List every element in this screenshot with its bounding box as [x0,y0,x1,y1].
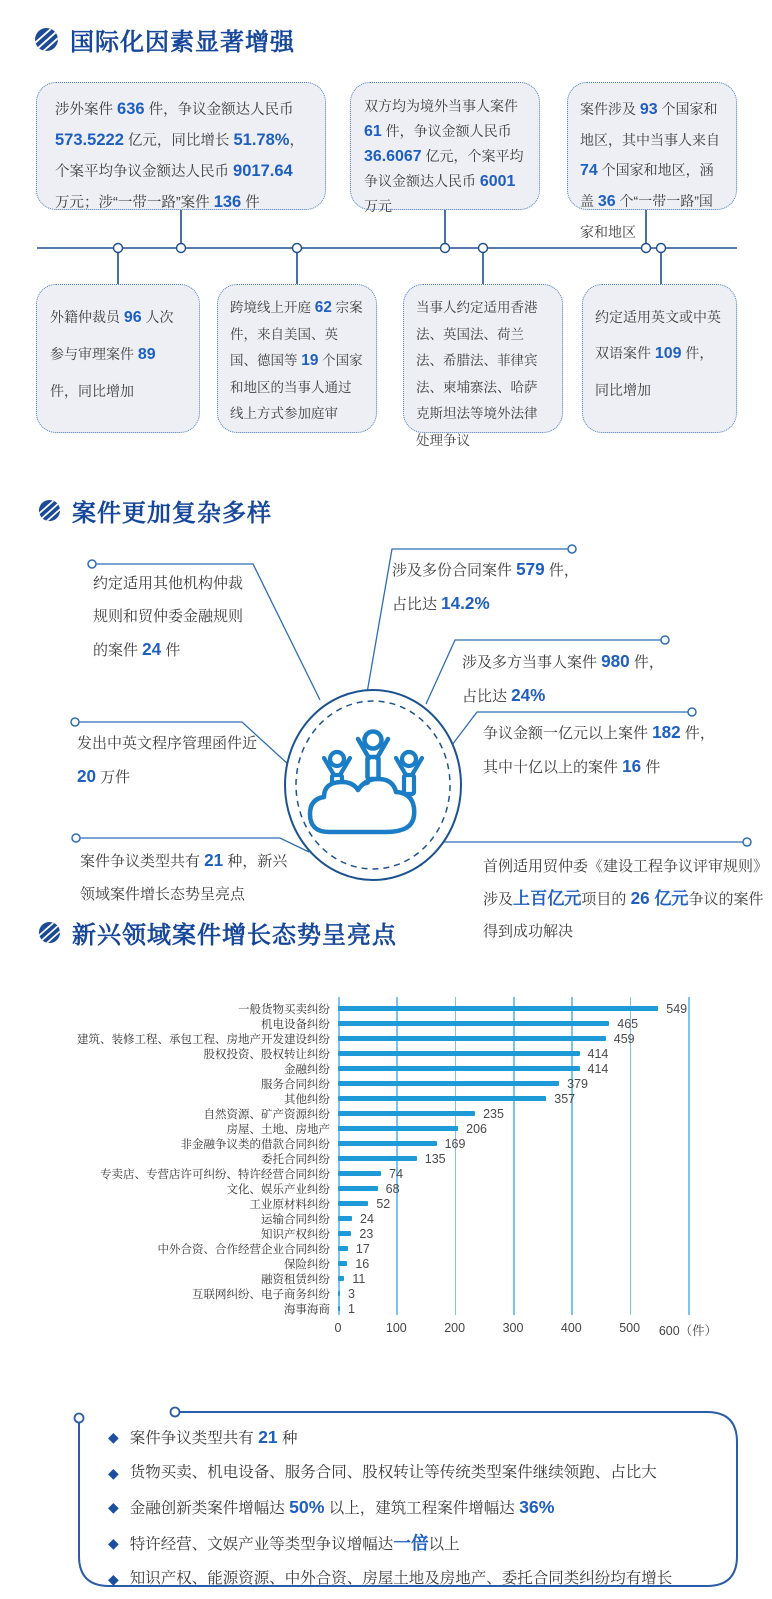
bar-value: 206 [466,1121,488,1136]
callout-procedure-letters: 发出中英文程序管理函件近 20 万件 [77,735,258,786]
bar [338,1216,352,1221]
summary-bullet [108,1532,720,1556]
x-axis-tick: 500 [619,1321,641,1335]
bar-value: 135 [424,1151,446,1166]
bar-row [0,1016,772,1031]
bar-value: 459 [613,1031,635,1046]
bar [338,1171,381,1176]
bar-category-label: 专卖店、专营店许可纠纷、特许经营合同纠纷 [100,1168,330,1181]
stat-box-online-hearings [217,284,377,433]
stat-box-english-cases [582,284,737,433]
bar-value: 549 [666,1001,688,1016]
bar [338,1306,340,1311]
stat-box-foreign-law [403,284,563,448]
bar [338,1096,546,1101]
x-axis-tick: 0 [334,1321,342,1335]
callout-dispute-types: 案件争议类型共有 21 种，新兴 领域案件增长态势呈亮点 [80,851,288,903]
diamond-bullet-icon: ◆ [108,1535,119,1551]
bar-category-label: 委托合同纠纷 [261,1153,330,1166]
bar-value: 414 [587,1061,609,1076]
bar-category-label: 非金融争议类的借款合同纠纷 [180,1138,330,1151]
bar-row [0,1121,772,1136]
bar-row [0,1271,772,1286]
bar [338,1231,351,1236]
bar-value: 379 [567,1076,588,1091]
summary-bullet [108,1426,720,1450]
bar-row [0,1301,772,1316]
summary-bullet [108,1462,720,1484]
summary-bullet-text: 特许经营、文娱产业等类型争议增幅达一倍以上 [129,1533,460,1553]
x-axis-tick: 100 [385,1321,407,1335]
bar-chart [0,975,772,1347]
bar [338,1111,475,1116]
bar-category-label: 文化、娱乐产业纠纷 [226,1183,330,1196]
callout-other-rules: 约定适用其他机构仲裁 规则和贸仲委金融规则 的案件 24 件 [93,575,244,659]
section1-title: 国际化因素显著增强 [70,29,295,56]
stat-box-foreign-arbitrators-text: 外籍仲裁员 96 人次参与审理案件 89 件，同比增加 [50,309,174,399]
bar [338,1126,458,1131]
x-axis-tick: 200 [444,1321,466,1335]
bar [338,1246,348,1251]
striped-globe-icon [38,921,61,944]
bar-category-label: 服务合同纠纷 [261,1078,330,1091]
bar-value: 68 [385,1181,400,1196]
bar-row [0,1001,772,1016]
stat-box-foreign-arbitrators [36,284,200,433]
bar-value: 3 [348,1286,355,1301]
bar-row [0,1061,772,1076]
bar-category-label: 股权投资、股权转让纠纷 [203,1048,330,1061]
bar-value: 169 [444,1136,466,1151]
bar-row [0,1211,772,1226]
bar-row [0,1151,772,1166]
bar-value: 24 [360,1211,374,1226]
striped-globe-icon [34,27,59,52]
summary-bullet [108,1568,720,1590]
bar-row [0,1166,772,1181]
bar-category-label: 自然资源、矿产资源纠纷 [203,1108,330,1121]
bar [338,1201,368,1206]
bar [338,1066,580,1071]
summary-bullet-text: 案件争议类型共有 21 种 [129,1427,298,1447]
bar-value: 235 [483,1106,504,1121]
callout-large-amount: 争议金额一亿元以上案件 182 件， 其中十亿以上的案件 16 件 [483,723,715,776]
bar-value: 52 [376,1196,391,1211]
bar-row [0,1181,772,1196]
bar [338,1141,437,1146]
bar [338,1021,609,1026]
x-axis-tick: 300 [502,1321,524,1335]
x-axis-tick: 600（件） [658,1324,718,1338]
bar-category-label: 工业原材料纠纷 [249,1198,330,1211]
stat-box-overseas-parties-text: 双方均为境外当事人案件 61 件，争议金额人民币 36.6067 亿元，个案平均争议金额达人民币 6001 万元 [364,98,524,214]
bar-category-label: 海事海商 [284,1303,330,1316]
section3-title: 新兴领域案件增长态势呈亮点 [72,922,397,949]
section2-header [38,493,272,528]
callout-multi-contract: 涉及多份合同案件 579 件， 占比达 14.2% [392,560,579,613]
bar-category-label: 互联网纠纷、电子商务纠纷 [192,1288,330,1301]
callout-construction-rules: 首例适用贸仲委《建设工程争议评审规则》 涉及上百亿元项目的 26 亿元争议的案件 得到成功解决 [483,858,769,940]
diamond-bullet-icon: ◆ [108,1429,119,1445]
bar [338,1051,580,1056]
bar-category-label: 运输合同纠纷 [261,1213,330,1226]
bar-value: 11 [352,1271,366,1286]
x-axis-tick: 400 [560,1321,582,1335]
diamond-bullet-icon: ◆ [108,1571,119,1587]
stat-box-online-hearings-text: 跨境线上开庭 62 宗案件，来自美国、英国、德国等 19 个国家和地区的当事人通过线上方式参加庭审 [230,299,363,421]
bar-category-label: 建筑、装修工程、承包工程、房地产开发建设纠纷 [77,1033,330,1046]
bar-row [0,1136,772,1151]
bar-value: 414 [587,1046,609,1061]
bar-row [0,1241,772,1256]
section1-header [34,22,295,57]
bar [338,1186,378,1191]
bar-category-label: 金融纠纷 [284,1063,330,1076]
striped-globe-icon [38,499,61,522]
bar-value: 16 [355,1256,370,1271]
bar-category-label: 知识产权纠纷 [261,1228,330,1241]
bar-category-label: 融资租赁纠纷 [261,1273,330,1286]
section2-title: 案件更加复杂多样 [72,500,272,527]
bar [338,1291,340,1296]
bar-category-label: 房屋、土地、房地产 [226,1123,330,1136]
bar [338,1276,344,1281]
bar-value: 17 [355,1241,370,1256]
summary-bullet-text: 金融创新类案件增幅达 50% 以上，建筑工程案件增幅达 36% [129,1497,555,1517]
bar [338,1036,606,1041]
stat-box-countries [567,82,737,240]
bar-value: 23 [359,1226,374,1241]
bar-row [0,1031,772,1046]
bar-chart-rows [0,1001,772,1316]
summary-bullet-text: 货物买卖、机电设备、服务合同、股权转让等传统类型案件继续领跑、占比大 [129,1464,657,1481]
bar-row [0,1256,772,1271]
bar-row [0,1106,772,1121]
bar-row [0,1286,772,1301]
summary-bullet-text: 知识产权、能源资源、中外合资、房屋土地及房地产、委托合同类纠纷均有增长 [129,1570,673,1587]
bar-value: 74 [389,1166,404,1181]
bar [338,1261,347,1266]
bar-category-label: 其他纠纷 [284,1093,330,1106]
bar-row [0,1091,772,1106]
bar-value: 1 [348,1301,355,1316]
bar-value: 465 [617,1016,639,1031]
bar-row [0,1076,772,1091]
diamond-bullet-icon: ◆ [108,1499,119,1515]
stat-box-countries-text: 案件涉及 93 个国家和地区，其中当事人来自 74 个国家和地区，涵盖 36 个“一带一路”国家和地区 [580,101,720,240]
bar [338,1156,417,1161]
diamond-bullet-icon: ◆ [108,1465,119,1481]
stat-box-foreign-cases [36,82,326,210]
bar-category-label: 一般货物买卖纠纷 [238,1003,330,1016]
bar [338,1006,658,1011]
connector-diagram [0,210,772,290]
callout-multi-party: 涉及多方当事人案件 980 件， 占比达 24% [462,652,664,705]
bar-value: 357 [554,1091,576,1106]
stat-box-foreign-law-text: 当事人约定适用香港法、英国法、荷兰法、希腊法、菲律宾法、柬埔寨法、哈萨克斯坦法等境外法律处理争议 [416,300,538,448]
summary-bullets [108,1426,720,1599]
bar [338,1081,559,1086]
bar-row [0,1046,772,1061]
bar-category-label: 中外合资、合作经营企业合同纠纷 [157,1243,330,1256]
stat-box-foreign-cases-text: 涉外案件 636 件，争议金额达人民币 573.5222 亿元，同比增长 51.78%，个案平均争议金额达人民币 9017.64 万元；涉“一带一路”案件 136 件 [55,99,304,211]
bar-row [0,1196,772,1211]
bar-row [0,1226,772,1241]
bar-category-label: 机电设备纠纷 [261,1018,330,1031]
stat-box-overseas-parties [350,82,540,214]
section3-header [38,915,397,950]
summary-bullet [108,1496,720,1520]
stat-box-english-cases-text: 约定适用英文或中英双语案件 109 件，同比增加 [595,309,721,398]
bar-category-label: 保险纠纷 [284,1258,330,1271]
